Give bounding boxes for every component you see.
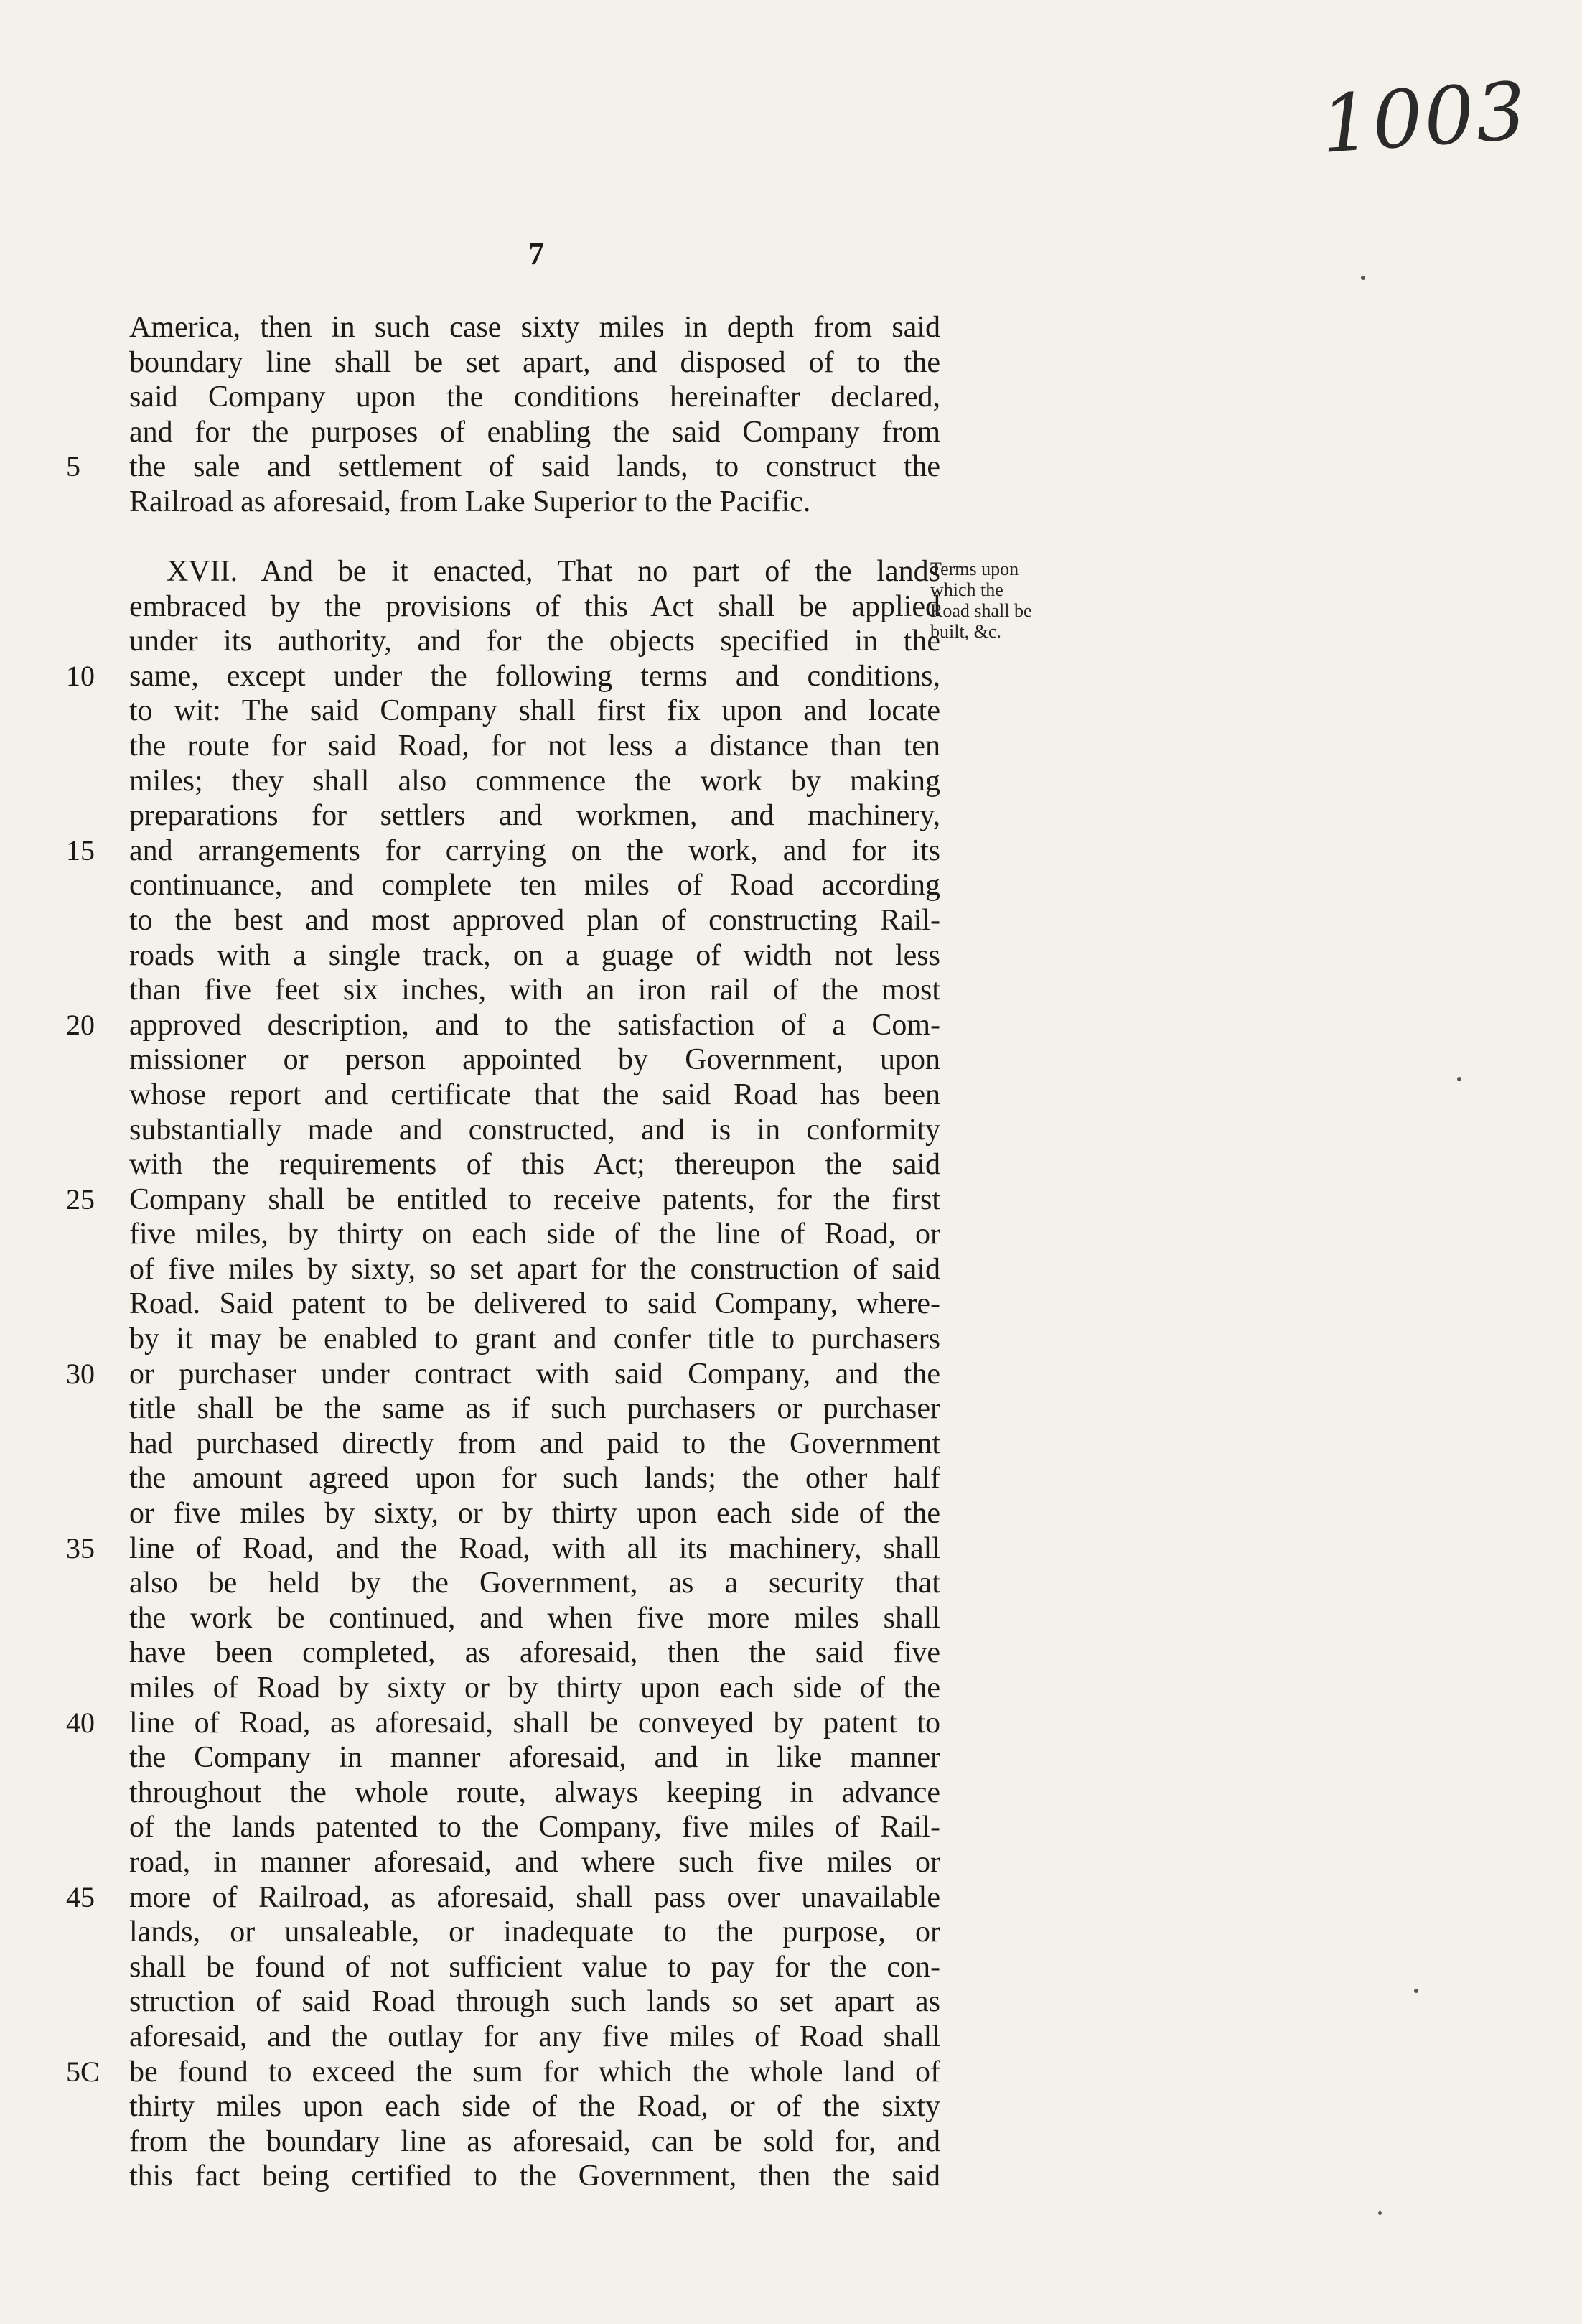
text-line <box>129 2124 940 2160</box>
line-text: to the best and most approved plan of constructing Rail- <box>129 903 940 937</box>
line-text: substantially made and constructed, and is in conformity <box>129 1113 940 1147</box>
line-text: five miles, by thirty on each side of the line of Road, or <box>129 1218 940 1251</box>
text-line <box>129 1635 940 1671</box>
line-text: under its authority, and for the objects specified in the <box>129 625 940 658</box>
line-text: Railroad as aforesaid, from Lake Superior to the Pacific. <box>129 485 811 518</box>
page-number: 7 <box>528 236 544 271</box>
line-text: continuance, and complete ten miles of Road according <box>129 869 940 902</box>
line-text: the work be continued, and when five more miles shall <box>129 1601 940 1635</box>
line-text: also be held by the Government, as a security that <box>129 1567 940 1600</box>
text-line <box>129 380 940 415</box>
text-line <box>129 2089 940 2124</box>
line-text: road, in manner aforesaid, and where such five miles or <box>129 1845 940 1879</box>
line-text: this fact being certified to the Government, then the said <box>129 2160 940 2193</box>
line-text: missioner or person appointed by Government, upon <box>129 1043 940 1077</box>
paper-speck <box>1361 276 1365 280</box>
line-text: than five feet six inches, with an iron rail of the most <box>129 974 940 1007</box>
line-text: aforesaid, and the outlay for any five miles of Road shall <box>129 2020 940 2053</box>
line-text: with the requirements of this Act; thereupon the said <box>129 1148 940 1182</box>
handwritten-folio-number: 1003 <box>1317 65 1531 171</box>
line-text: Company shall be entitled to receive patents, for the first <box>129 1182 940 1216</box>
text-line <box>129 868 940 903</box>
text-line <box>129 973 940 1008</box>
text-line <box>129 485 940 520</box>
line-text: miles; they shall also commence the work by making <box>129 764 940 798</box>
line-number: 30 <box>66 1357 95 1390</box>
line-number: 10 <box>66 659 95 692</box>
text-line <box>129 589 940 625</box>
line-text: approved description, and to the satisfaction of a Com- <box>129 1008 940 1042</box>
text-line <box>129 729 940 764</box>
text-line <box>66 1531 940 1567</box>
text-line <box>129 1078 940 1113</box>
line-text: the route for said Road, for not less a distance than ten <box>129 729 940 762</box>
text-line <box>129 1391 940 1427</box>
text-line <box>129 1566 940 1601</box>
text-line <box>129 1740 940 1775</box>
line-text: be found to exceed the sum for which the whole land of <box>129 2055 940 2089</box>
text-line <box>66 1008 940 1043</box>
text-line <box>129 1810 940 1845</box>
line-number: 20 <box>66 1008 95 1041</box>
line-text: said Company upon the conditions hereinafter declared, <box>129 381 940 414</box>
margin-note-line: Road shall be <box>930 600 1032 621</box>
line-text: from the boundary line as aforesaid, can be sold for, and <box>129 2124 940 2158</box>
text-line <box>66 834 940 869</box>
line-text: thirty miles upon each side of the Road, or of the sixty <box>129 2090 940 2124</box>
line-text: Road. Said patent to be delivered to said Company, where- <box>129 1287 940 1321</box>
margin-note <box>930 559 1117 642</box>
line-text: miles of Road by sixty or by thirty upon each side of the <box>129 1671 940 1704</box>
text-line <box>129 1601 940 1636</box>
paper-speck <box>1414 1989 1418 1993</box>
line-text: the sale and settlement of said lands, to construct the <box>129 450 940 484</box>
line-text: line of Road, and the Road, with all its machinery, shall <box>129 1531 940 1565</box>
line-text: boundary line shall be set apart, and disposed of to the <box>129 345 940 379</box>
text-line <box>129 1042 940 1078</box>
line-text: to wit: The said Company shall first fix upon and locate <box>129 694 940 728</box>
line-text: or purchaser under contract with said Company, and the <box>129 1357 940 1391</box>
text-line <box>129 1671 940 1706</box>
text-line <box>129 415 940 450</box>
line-text: the Company in manner aforesaid, and in like manner <box>129 1741 940 1775</box>
margin-note-line: Terms upon <box>930 559 1019 579</box>
text-line <box>129 1252 940 1287</box>
text-line <box>129 2020 940 2055</box>
margin-note-line: which the <box>930 579 1003 600</box>
line-text: XVII. And be it enacted, That no part of the lands <box>167 555 940 588</box>
line-text: preparations for settlers and workmen, and machinery, <box>129 799 940 833</box>
line-text: had purchased directly from and paid to the Government <box>129 1427 940 1460</box>
line-text: more of Railroad, as aforesaid, shall pass over unavailable <box>129 1880 940 1914</box>
intro-paragraph <box>66 310 940 520</box>
text-line <box>129 345 940 381</box>
text-line <box>129 764 940 799</box>
text-line <box>66 1357 940 1392</box>
line-text: America, then in such case sixty miles in depth from said <box>129 311 940 344</box>
line-text: and for the purposes of enabling the said Company from <box>129 415 940 449</box>
line-text: throughout the whole route, always keeping in advance <box>129 1775 940 1809</box>
text-line <box>66 1880 940 1915</box>
line-text: or five miles by sixty, or by thirty upon each side of the <box>129 1497 940 1531</box>
text-line <box>129 1915 940 1950</box>
line-text: line of Road, as aforesaid, shall be conveyed by patent to <box>129 1706 940 1740</box>
section-xvii-paragraph <box>66 554 940 2194</box>
text-line <box>129 1775 940 1811</box>
text-line <box>129 1984 940 2020</box>
text-line <box>129 1427 940 1462</box>
line-number: 25 <box>66 1182 95 1215</box>
line-text: same, except under the following terms and conditions, <box>129 659 940 693</box>
line-text: lands, or unsaleable, or inadequate to the purpose, or <box>129 1915 940 1949</box>
line-text: shall be found of not sufficient value to pay for the con- <box>129 1950 940 1984</box>
text-line <box>129 554 940 589</box>
line-text: of the lands patented to the Company, five miles of Rail- <box>129 1811 940 1844</box>
text-line <box>129 2159 940 2194</box>
line-text: title shall be the same as if such purchasers or purchaser <box>129 1392 940 1426</box>
line-number: 40 <box>66 1706 95 1739</box>
line-number: 45 <box>66 1880 95 1913</box>
line-text: the amount agreed upon for such lands; the other half <box>129 1462 940 1495</box>
text-line <box>66 449 940 485</box>
text-line <box>129 1461 940 1496</box>
text-line <box>129 310 940 345</box>
line-text: by it may be enabled to grant and confer title to purchasers <box>129 1322 940 1356</box>
line-text: of five miles by sixty, so set apart for the construction of said <box>129 1252 940 1286</box>
text-line <box>129 938 940 974</box>
line-number: 5C <box>66 2055 100 2088</box>
text-line <box>129 798 940 834</box>
text-line <box>129 1496 940 1531</box>
line-text: embraced by the provisions of this Act shall be applied <box>129 589 940 623</box>
margin-note-line: built, &c. <box>930 621 1001 642</box>
paper-speck <box>1378 2211 1382 2215</box>
text-line <box>129 903 940 938</box>
paper-speck <box>1457 1077 1461 1081</box>
text-line <box>129 1950 940 1985</box>
text-line <box>129 1147 940 1182</box>
text-line <box>129 1113 940 1148</box>
line-text: and arrangements for carrying on the work, and for its <box>129 834 940 867</box>
line-text: have been completed, as aforesaid, then the said five <box>129 1636 940 1670</box>
text-line <box>66 2055 940 2090</box>
text-line <box>66 1182 940 1218</box>
line-number: 5 <box>66 450 80 483</box>
line-number: 35 <box>66 1531 95 1564</box>
line-text: roads with a single track, on a guage of width not less <box>129 938 940 972</box>
line-text: whose report and certificate that the said Road has been <box>129 1078 940 1111</box>
text-line <box>66 1706 940 1741</box>
text-line <box>129 1322 940 1357</box>
text-line <box>129 1845 940 1880</box>
line-text: struction of said Road through such lands so set apart as <box>129 1985 940 2019</box>
text-line <box>129 1287 940 1322</box>
text-line <box>129 694 940 729</box>
text-line <box>66 659 940 694</box>
text-line <box>129 1217 940 1252</box>
text-line <box>129 624 940 659</box>
line-number: 15 <box>66 834 95 867</box>
